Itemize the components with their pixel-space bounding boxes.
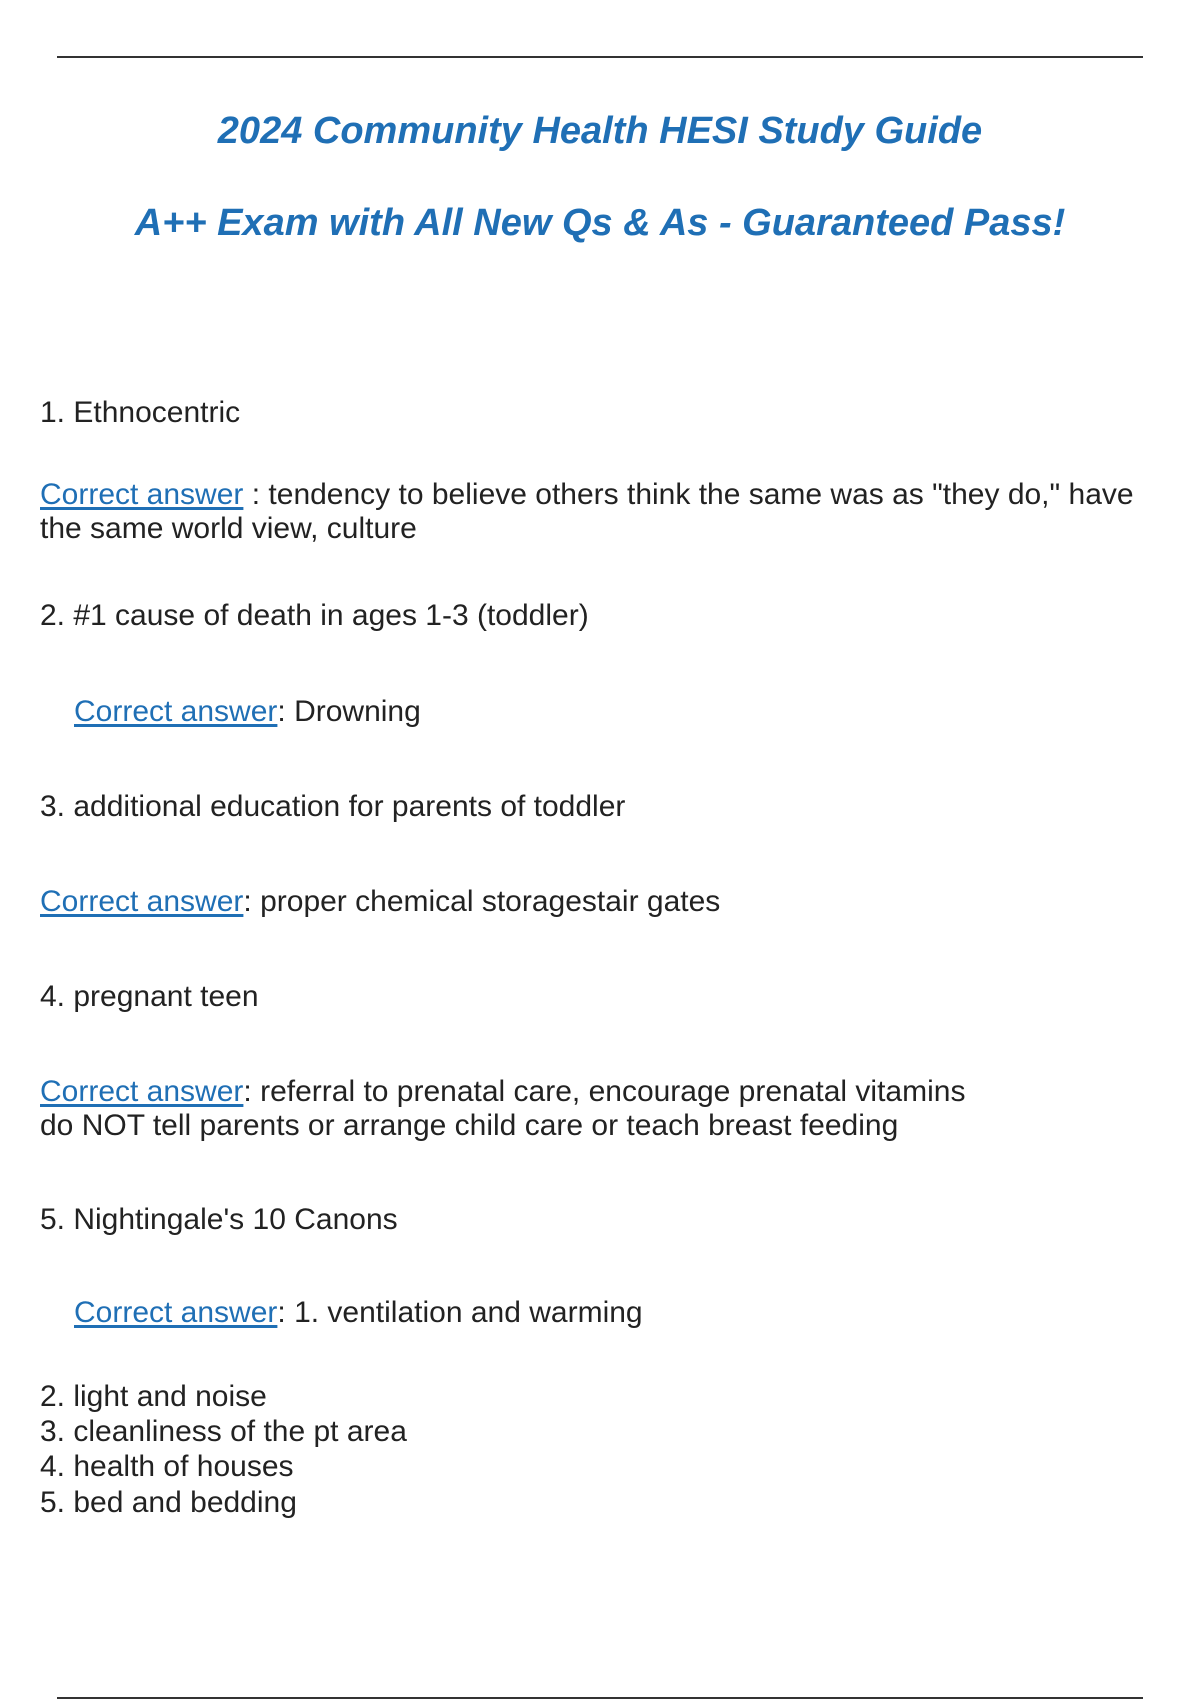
answer-text: Drowning bbox=[294, 695, 421, 728]
answer-text: referral to prenatal care, encourage prenatal vitamins bbox=[260, 1075, 966, 1108]
answer-5-list-item: 4. health of houses bbox=[40, 1450, 294, 1483]
answer-separator: : bbox=[243, 478, 269, 511]
answer-5-list-item: 5. bed and bedding bbox=[40, 1486, 297, 1519]
answer-5-list-item: 3. cleanliness of the pt area bbox=[40, 1415, 407, 1448]
answer-2 bbox=[74, 695, 421, 729]
answer-4-continued: do NOT tell parents or arrange child care or teach breast feeding bbox=[40, 1109, 899, 1142]
correct-answer-link[interactable]: Correct answer bbox=[40, 885, 244, 918]
question-4: 4. pregnant teen bbox=[40, 980, 259, 1013]
answer-text: tendency to believe others think the same was as "they do," have bbox=[268, 478, 1134, 511]
answer-separator: : bbox=[277, 1296, 295, 1329]
correct-answer-link[interactable]: Correct answer bbox=[40, 478, 244, 511]
answer-4 bbox=[40, 1075, 965, 1109]
bottom-divider bbox=[57, 1697, 1143, 1699]
question-1: 1. Ethnocentric bbox=[40, 396, 241, 429]
correct-answer-link[interactable]: Correct answer bbox=[40, 1075, 244, 1108]
question-3: 3. additional education for parents of toddler bbox=[40, 790, 626, 823]
answer-separator: : bbox=[243, 885, 261, 918]
answer-1 bbox=[40, 478, 1134, 512]
question-5: 5. Nightingale's 10 Canons bbox=[40, 1203, 398, 1236]
top-divider bbox=[57, 56, 1143, 58]
correct-answer-link[interactable]: Correct answer bbox=[74, 1296, 278, 1329]
question-2: 2. #1 cause of death in ages 1-3 (toddler) bbox=[40, 599, 589, 632]
document-subtitle: A++ Exam with All New Qs & As - Guaranteed Pass! bbox=[134, 202, 1066, 244]
document-title: 2024 Community Health HESI Study Guide bbox=[217, 110, 983, 152]
answer-5 bbox=[74, 1296, 643, 1330]
answer-1-continued: the same world view, culture bbox=[40, 512, 417, 545]
answer-text: proper chemical storagestair gates bbox=[260, 885, 721, 918]
answer-3 bbox=[40, 885, 720, 919]
answer-text: 1. ventilation and warming bbox=[294, 1296, 643, 1329]
correct-answer-link[interactable]: Correct answer bbox=[74, 695, 278, 728]
answer-5-list-item: 2. light and noise bbox=[40, 1380, 267, 1413]
answer-separator: : bbox=[277, 695, 295, 728]
answer-separator: : bbox=[243, 1075, 261, 1108]
